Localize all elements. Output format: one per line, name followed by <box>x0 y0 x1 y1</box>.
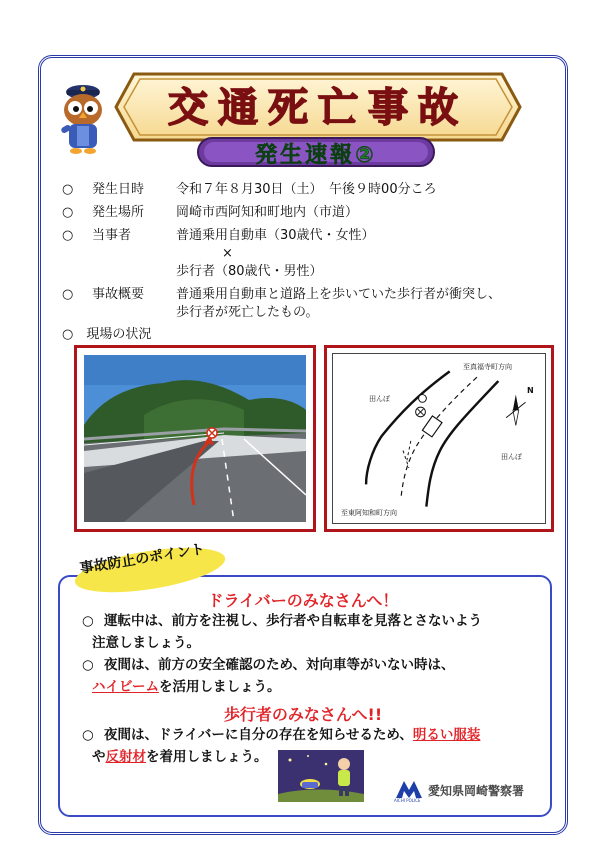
pedestrian-tip <box>104 724 480 746</box>
reflector-highlight: 反射材 <box>105 749 146 765</box>
police-station-name: 愛知県岡崎警察署 <box>428 784 525 798</box>
pedestrian-tip-ya: や <box>92 749 106 765</box>
page-subtitle: 発生速報② <box>255 143 377 168</box>
info-label-parties: 当事者 <box>92 228 132 243</box>
driver-tip-2-tail: を活用しましょう。 <box>158 679 281 695</box>
owl-mascot-icon <box>58 78 108 156</box>
info-value-vehicle: 普通乗用自動車（30歳代・女性） <box>176 228 375 243</box>
info-cross-mark: × <box>222 246 233 261</box>
info-value-date: 令和７年８月30日（土） 午後９時00分ころ <box>176 182 437 197</box>
scene-label: ○ 現場の状況 <box>62 327 152 342</box>
bullet: ○ <box>62 182 74 197</box>
night-pedestrian-illustration <box>278 750 364 802</box>
police-logo-small-text: AICHI POLICE <box>394 798 421 803</box>
page-title: 交通死亡事故 <box>168 84 468 131</box>
bullet: ○ <box>82 657 94 673</box>
police-logo <box>394 776 530 806</box>
bullet: ○ <box>62 205 74 220</box>
info-value-pedestrian: 歩行者（80歳代・男性） <box>176 264 323 279</box>
pedestrian-heading: 歩行者のみなさんへ!! <box>223 705 383 724</box>
driver-heading: ドライバーのみなさんへ！ <box>207 591 399 610</box>
tips-tag-label: 事故防止のポイント <box>78 541 206 577</box>
north-icon: N <box>527 386 534 395</box>
scene-photo <box>84 355 306 522</box>
info-value-summary-2: 歩行者が死亡したもの。 <box>176 305 319 320</box>
bullet: ○ <box>82 727 94 743</box>
info-value-summary: 普通乗用自動車と道路上を歩いていた歩行者が衝突し、 <box>176 287 502 302</box>
info-label-date: 発生日時 <box>92 182 145 197</box>
map-label-south-direction: 至東阿知和町方向 <box>341 509 397 517</box>
scene-photo-frame <box>74 345 316 532</box>
info-label-place: 発生場所 <box>92 205 145 220</box>
scene-map <box>332 353 546 524</box>
scene-map-frame <box>324 345 554 532</box>
pedestrian-tip-tail: を着用しましょう。 <box>146 749 268 765</box>
highbeam-highlight: ハイビーム <box>92 679 159 695</box>
map-label-field-right: 田んぼ <box>501 453 522 461</box>
driver-tip-2-cont <box>92 676 280 698</box>
pedestrian-tip-text: 夜間は、ドライバーに自分の存在を知らせるため、 <box>104 727 413 743</box>
bullet: ○ <box>82 613 94 629</box>
driver-tip-1: 運転中は、前方を注視し、歩行者や自転車を見落とさないよう <box>104 613 482 629</box>
bullet: ○ <box>62 228 74 243</box>
driver-tip-1-cont: 注意しましょう。 <box>92 635 200 651</box>
bullet: ○ <box>62 287 74 302</box>
info-value-place: 岡崎市西阿知和町地内（市道） <box>176 205 359 220</box>
info-label-summary: 事故概要 <box>92 287 145 302</box>
driver-tip-2: 夜間は、前方の安全確認のため、対向車等がいない時は、 <box>104 657 455 673</box>
map-label-field-left: 田んぼ <box>369 395 390 403</box>
police-emblem-icon <box>394 778 424 800</box>
road-diagram <box>333 354 545 523</box>
map-label-north-direction: 至真福寺町方向 <box>463 363 512 371</box>
bright-clothes-highlight: 明るい服装 <box>412 727 481 743</box>
pedestrian-tip-cont <box>92 746 268 768</box>
